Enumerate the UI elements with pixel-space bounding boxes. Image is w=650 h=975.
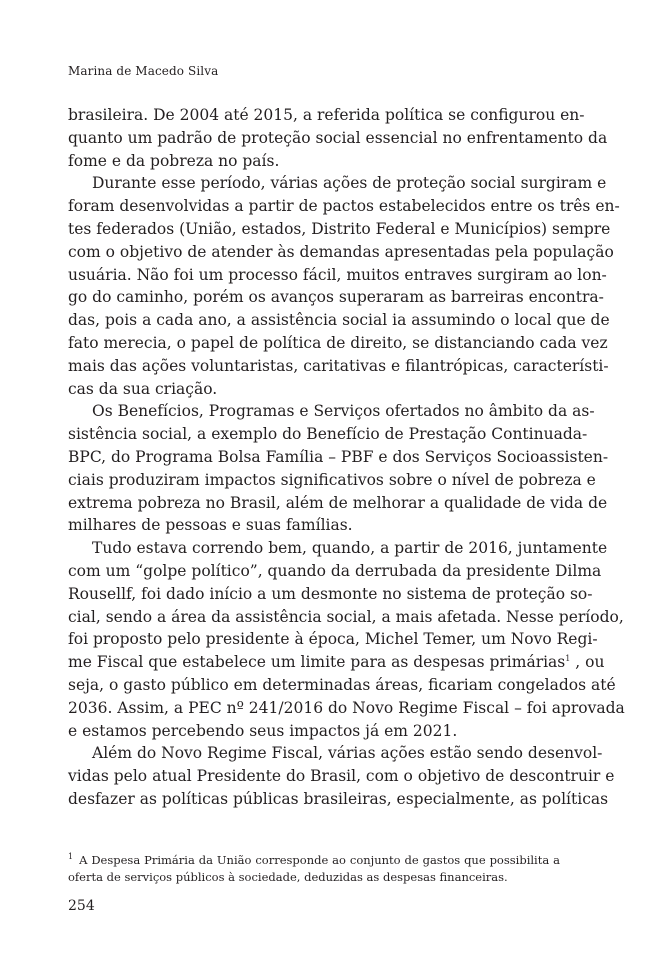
body-text <box>68 104 625 811</box>
text-line <box>68 104 585 127</box>
footnote <box>68 852 560 886</box>
text-line-content: milhares de pessoas e suas famílias. <box>68 516 353 535</box>
text-line-content: desfazer as políticas públicas brasileiras, especialmente, as políticas <box>68 789 609 808</box>
text-line <box>68 674 616 697</box>
running-head: Marina de Macedo Silva <box>68 64 219 78</box>
footnote-text: A Despesa Primária da União corresponde ao conjunto de gastos que possibilita a <box>79 853 560 867</box>
footnote-line <box>68 869 560 886</box>
text-line-content: cial, sendo a área da assistência social, a mais afetada. Nesse período, <box>68 607 624 626</box>
text-line-content: mais das ações voluntaristas, caritativas e filantrópicas, característi- <box>68 356 609 375</box>
text-line-content: usuária. Não foi um processo fácil, muitos entraves surgiram ao lon- <box>68 265 607 284</box>
text-line-content: e estamos percebendo seus impactos já em 2021. <box>68 721 458 740</box>
text-line <box>68 583 593 606</box>
text-line-content: com o objetivo de atender às demandas apresentadas pela população <box>68 242 614 261</box>
text-line <box>68 264 607 287</box>
footnote-text: oferta de serviços públicos à sociedade, deduzidas as despesas financeiras. <box>68 870 508 884</box>
text-line-content: 2036. Assim, a PEC nº 241/2016 do Novo Regime Fiscal – foi aprovada <box>68 698 625 717</box>
text-line <box>68 218 611 241</box>
text-line <box>68 355 609 378</box>
text-line-content: Rousellf, foi dado início a um desmonte no sistema de proteção so- <box>68 584 593 603</box>
text-line-content: seja, o gasto público em determinadas áreas, ficariam congelados até <box>68 675 616 694</box>
text-line-content: ciais produziram impactos significativos sobre o nível de pobreza e <box>68 470 596 489</box>
text-line <box>68 537 608 560</box>
footnote-line <box>68 852 560 869</box>
text-line <box>68 469 596 492</box>
text-line-content: Tudo estava correndo bem, quando, a partir de 2016, juntamente <box>92 539 608 558</box>
text-line <box>68 720 560 743</box>
text-line-content: das, pois a cada ano, a assistência social ia assumindo o local que de <box>68 311 610 330</box>
text-line-content: cas da sua criação. <box>68 379 218 398</box>
text-line <box>68 286 604 309</box>
text-line-content: quanto um padrão de proteção social essencial no enfrentamento da <box>68 128 608 147</box>
text-line <box>68 697 625 720</box>
text-line-content: foi proposto pelo presidente à época, Michel Temer, um Novo Regi- <box>68 630 598 649</box>
text-line-content: vidas pelo atual Presidente do Brasil, com o objetivo de descontruir e <box>68 767 615 786</box>
text-line <box>68 309 610 332</box>
text-line <box>68 378 560 401</box>
page-number: 254 <box>68 898 95 914</box>
text-line <box>68 651 605 674</box>
text-line-content: com um “golpe político”, quando da derrubada da presidente Dilma <box>68 561 602 580</box>
text-line-content: foram desenvolvidas a partir de pactos estabelecidos entre os três en- <box>68 197 620 216</box>
text-line-content: me Fiscal que estabelece um limite para as despesas primárias <box>68 653 566 672</box>
text-line-content: Além do Novo Regime Fiscal, várias ações estão sendo desenvol- <box>92 744 603 763</box>
footnote-marker: 1 <box>68 852 74 862</box>
text-line <box>68 195 620 218</box>
text-line-content: fome e da pobreza no país. <box>68 151 280 170</box>
text-line-content: Durante esse período, várias ações de proteção social surgiram e <box>92 174 607 193</box>
text-line-content: fato merecia, o papel de política de direito, se distanciando cada vez <box>68 333 608 352</box>
text-line-content: sistência social, a exemplo do Benefício de Prestação Continuada- <box>68 425 588 444</box>
text-line-content: BPC, do Programa Bolsa Família – PBF e dos Serviços Socioassisten- <box>68 447 609 466</box>
text-line-content: extrema pobreza no Brasil, além de melhorar a qualidade de vida de <box>68 493 608 512</box>
text-line <box>68 628 598 651</box>
text-line <box>68 788 609 811</box>
text-line <box>68 423 588 446</box>
text-line-tail: , ou <box>570 653 605 672</box>
text-line <box>68 172 607 195</box>
text-line-content: go do caminho, porém os avanços superaram as barreiras encontra- <box>68 288 604 307</box>
text-line-content: Os Benefícios, Programas e Serviços ofertados no âmbito da as- <box>92 402 595 421</box>
text-line <box>68 332 608 355</box>
text-line <box>68 446 609 469</box>
text-line <box>68 241 614 264</box>
text-line <box>68 127 608 150</box>
text-line <box>68 400 595 423</box>
text-line <box>68 150 560 173</box>
text-line <box>68 742 603 765</box>
text-line <box>68 606 624 629</box>
text-line <box>68 765 615 788</box>
text-line-content: brasileira. De 2004 até 2015, a referida política se configurou en- <box>68 106 585 124</box>
footnote-reference[interactable]: 1 <box>565 653 571 663</box>
text-line <box>68 560 602 583</box>
text-line <box>68 492 608 515</box>
text-line <box>68 514 560 537</box>
text-line-content: tes federados (União, estados, Distrito Federal e Municípios) sempre <box>68 219 611 238</box>
